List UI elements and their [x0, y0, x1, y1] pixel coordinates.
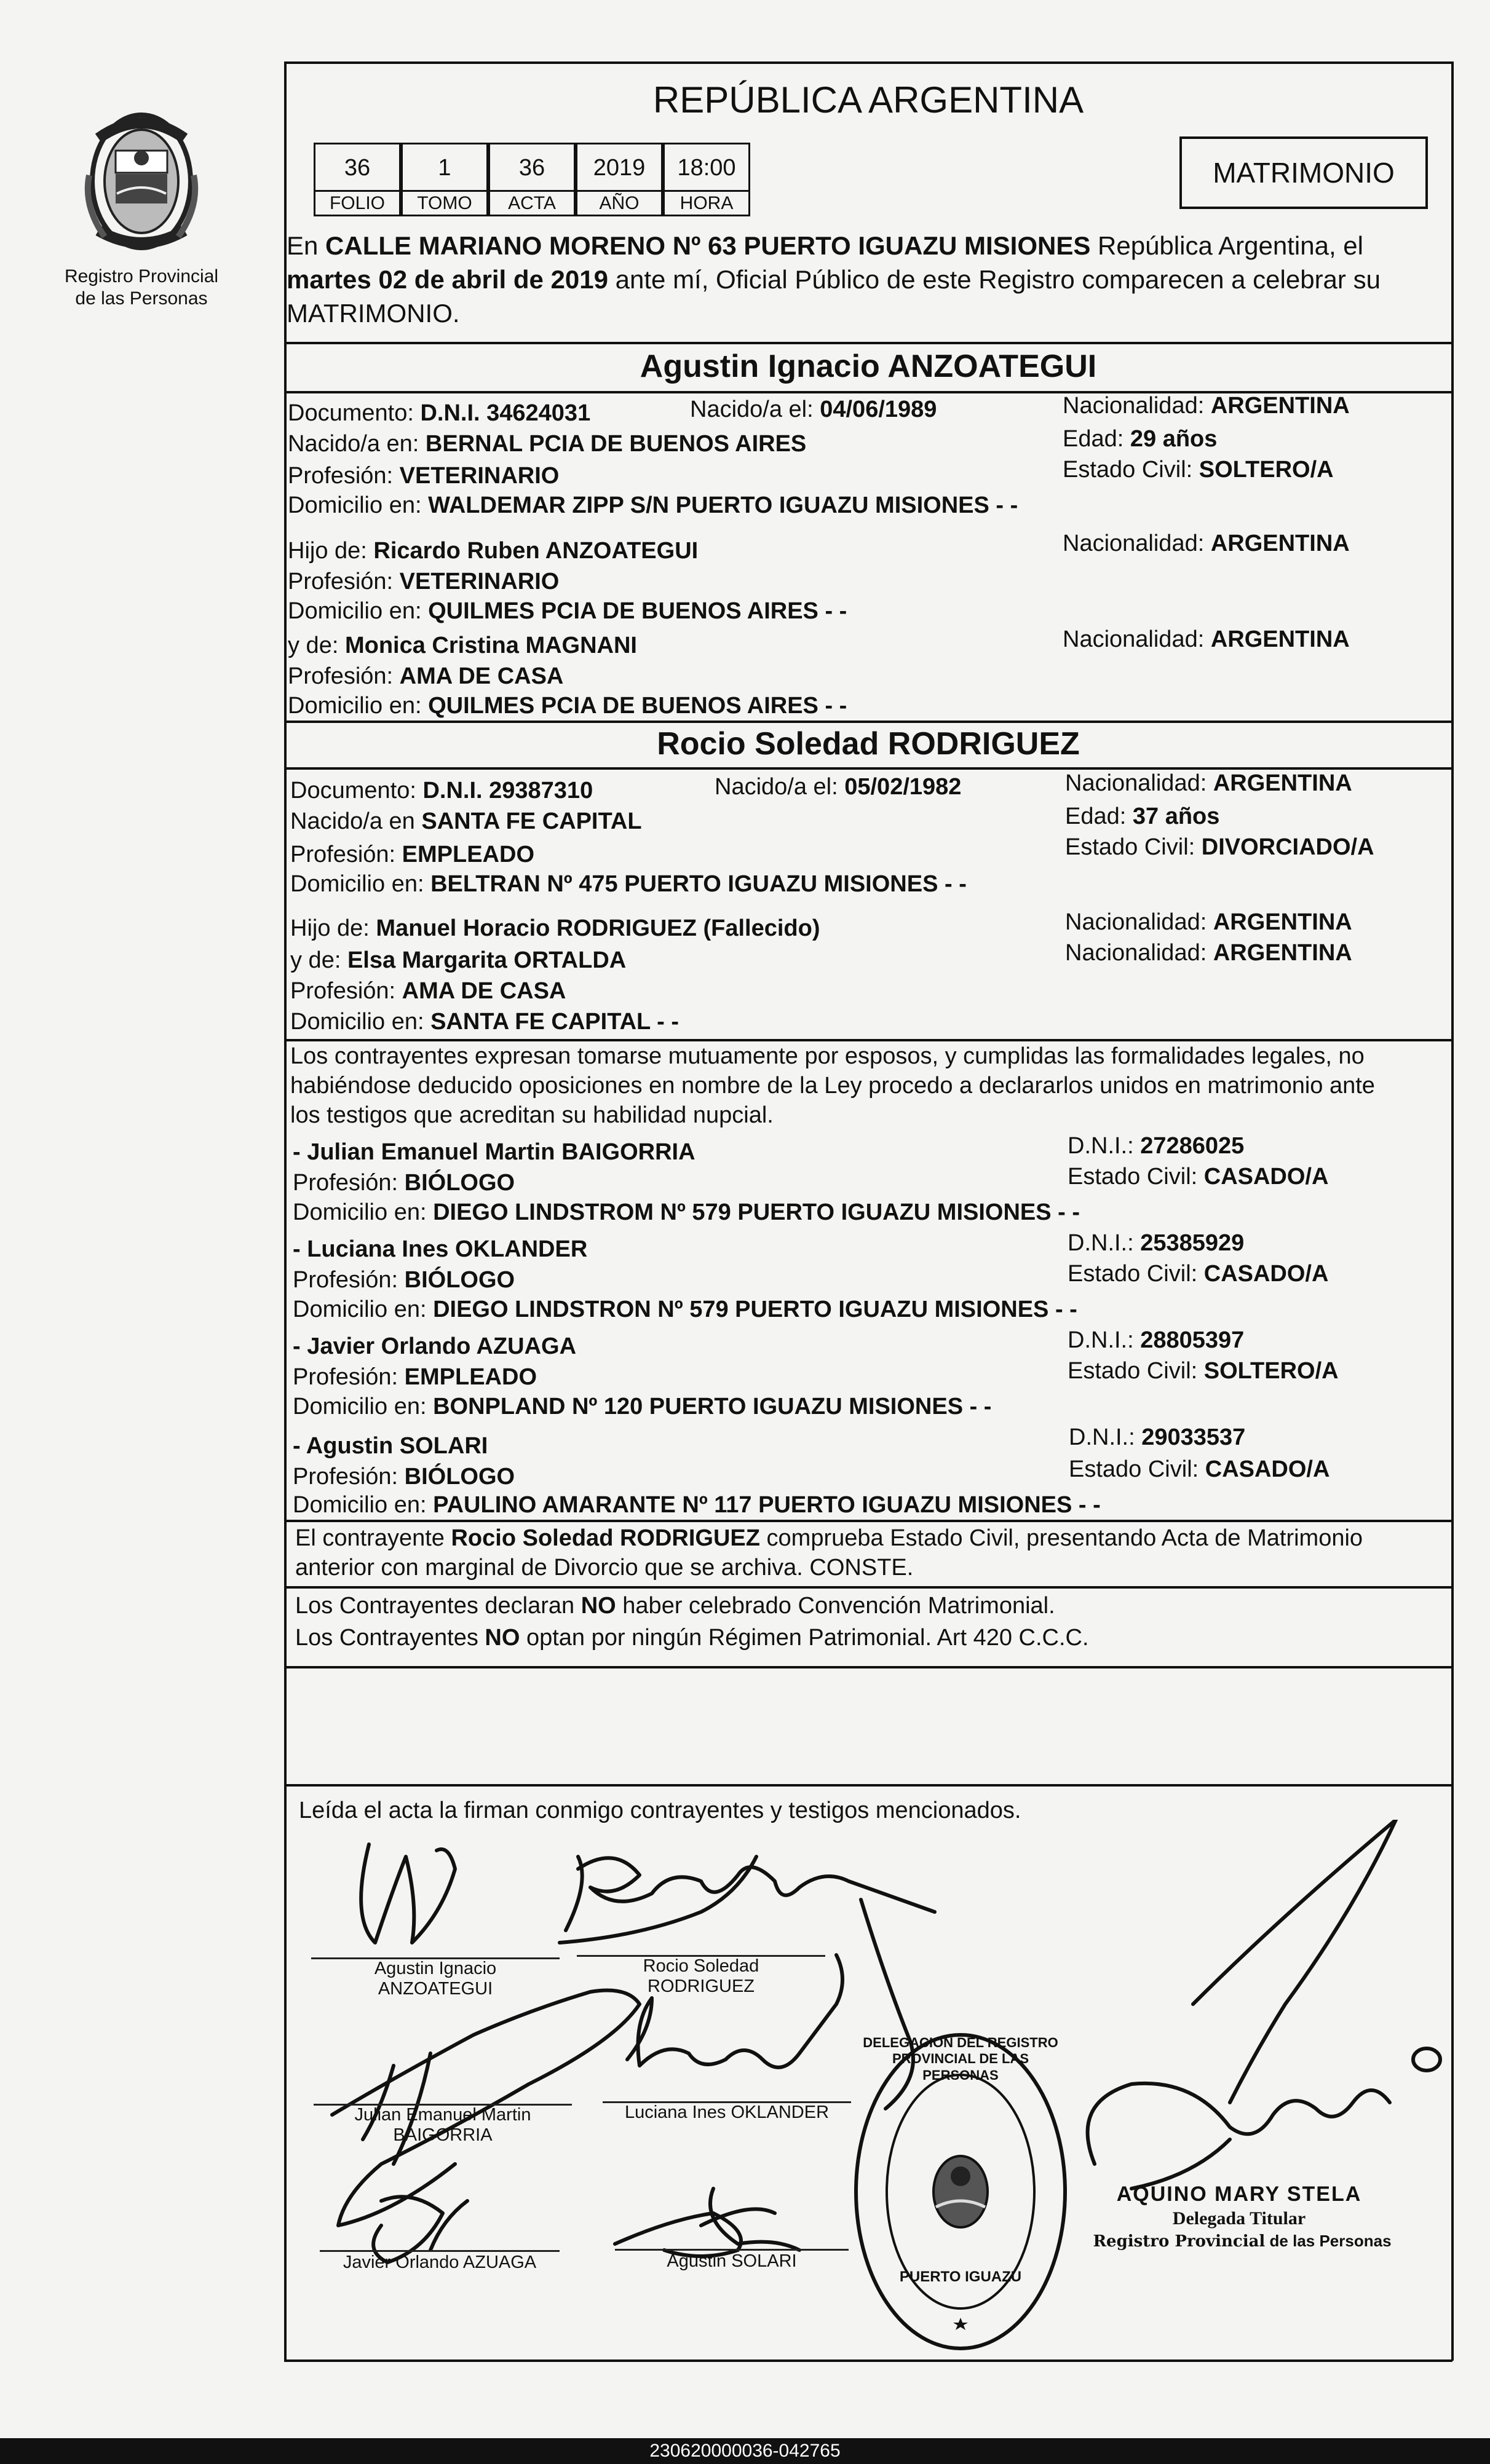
acta-value: 36 — [488, 143, 576, 192]
bride-doc: Documento: D.N.I. 29387310 — [290, 778, 593, 804]
signature-name-witness-3: Javier Orlando AZUAGA — [343, 2253, 537, 2272]
divorce-note: El contrayente Rocio Soledad RODRIGUEZ comprueba Estado Civil, presentando Acta de Matrimonio anterior con marginal de Divorcio que se archiva. CONSTE. — [295, 1523, 1363, 1582]
divider — [284, 1586, 1452, 1589]
province-seal — [80, 101, 203, 261]
divider — [284, 1666, 1452, 1668]
groom-father-nat: Nacionalidad: ARGENTINA — [1063, 531, 1350, 556]
bride-name: Rocio Soledad RODRIGUEZ — [657, 726, 1080, 762]
registry-line-1: Registro Provincial — [64, 266, 219, 286]
groom-mother-nat: Nacionalidad: ARGENTINA — [1063, 626, 1350, 652]
groom-dom: Domicilio en: WALDEMAR ZIPP S/N PUERTO IGUAZU MISIONES - - — [288, 492, 1018, 518]
bride-mother-prof: Profesión: AMA DE CASA — [290, 978, 566, 1004]
witness-1-name: - Julian Emanuel Martin BAIGORRIA — [293, 1139, 695, 1165]
signature-name-bride: Rocio Soledad RODRIGUEZ — [643, 1956, 759, 1997]
witness-4-dni: D.N.I.: 29033537 — [1069, 1424, 1246, 1450]
intro-text-4: MATRIMONIO. — [287, 299, 460, 328]
bride-father-nat: Nacionalidad: ARGENTINA — [1065, 909, 1352, 935]
intro-text-1: En — [287, 231, 326, 260]
bride-dom: Domicilio en: BELTRAN Nº 475 PUERTO IGUAZU MISIONES - - — [290, 871, 967, 897]
witness-4-name: - Agustin SOLARI — [293, 1433, 488, 1459]
witness-3-prof: Profesión: EMPLEADO — [293, 1364, 537, 1390]
witness-2-dom: Domicilio en: DIEGO LINDSTRON Nº 579 PUERTO IGUAZU MISIONES - - — [293, 1297, 1077, 1322]
groom-mother: y de: Monica Cristina MAGNANI — [288, 633, 637, 658]
declaration — [290, 1041, 1375, 1130]
witness-2-name: - Luciana Ines OKLANDER — [293, 1236, 588, 1262]
groom-age: Edad: 29 años — [1063, 426, 1218, 452]
bride-age: Edad: 37 años — [1065, 804, 1220, 829]
officer-name: AQUINO MARY STELA — [1116, 2182, 1362, 2206]
act-type: MATRIMONIO — [1213, 157, 1395, 189]
divider — [284, 721, 1452, 723]
stamp-city: PUERTO IGUAZU — [899, 2269, 1022, 2285]
witness-2-dni: D.N.I.: 25385929 — [1068, 1230, 1245, 1256]
witness-4-civil: Estado Civil: CASADO/A — [1069, 1456, 1330, 1482]
bride-mother: y de: Elsa Margarita ORTALDA — [290, 947, 627, 973]
declaration-line-3: los testigos que acreditan su habilidad nupcial. — [290, 1102, 774, 1128]
registry-name — [43, 266, 240, 310]
frame-bottom — [284, 2359, 1452, 2362]
bride-father: Hijo de: Manuel Horacio RODRIGUEZ (Fallecido) — [290, 915, 820, 941]
bride-mother-nat: Nacionalidad: ARGENTINA — [1065, 940, 1352, 966]
witness-2-civil: Estado Civil: CASADO/A — [1068, 1261, 1329, 1287]
witness-1-dom: Domicilio en: DIEGO LINDSTROM Nº 579 PUERTO IGUAZU MISIONES - - — [293, 1199, 1080, 1225]
divider — [284, 342, 1452, 344]
witness-3-name: - Javier Orlando AZUAGA — [293, 1333, 577, 1359]
registry-line-2: de las Personas — [75, 288, 208, 309]
signature-name-groom: Agustin Ignacio ANZOATEGUI — [374, 1959, 497, 1999]
act-type-box — [1179, 136, 1428, 209]
witness-1-civil: Estado Civil: CASADO/A — [1068, 1164, 1329, 1190]
intro-text-3: ante mí, Oficial Público de este Registro comparecen a celebrar su — [608, 265, 1381, 294]
anio-value: 2019 — [576, 143, 663, 192]
divider — [284, 767, 1452, 770]
bride-birthplace: Nacido/a en SANTA FE CAPITAL — [290, 808, 642, 834]
officer-org: Registro Provincial de las Personas — [1093, 2232, 1392, 2251]
witness-3-civil: Estado Civil: SOLTERO/A — [1068, 1358, 1339, 1384]
divorce-note-name: Rocio Soledad RODRIGUEZ — [451, 1525, 760, 1551]
declaration-line-1: Los contrayentes expresan tomarse mutuamente por esposos, y cumplidas las formalidades legales, no — [290, 1043, 1365, 1069]
groom-doc: Documento: D.N.I. 34624031 — [288, 400, 591, 426]
signature-name-witness-1: Julian Emanuel Martin BAIGORRIA — [354, 2105, 531, 2146]
declaration-line-2: habiéndose deducido oposiciones en nombre de la Ley procedo a declararlos unidos en matrimonio ante — [290, 1073, 1375, 1099]
footer-bar — [0, 2438, 1490, 2464]
ceremony-date: martes 02 de abril de 2019 — [287, 265, 608, 294]
groom-mother-prof: Profesión: AMA DE CASA — [288, 663, 564, 689]
bride-mother-dom: Domicilio en: SANTA FE CAPITAL - - — [290, 1009, 679, 1035]
seal-text — [49, 141, 57, 142]
intro-text-2: República Argentina, el — [1090, 231, 1363, 260]
groom-father: Hijo de: Ricardo Ruben ANZOATEGUI — [288, 538, 699, 564]
groom-born: Nacido/a el: 04/06/1989 — [690, 397, 937, 422]
groom-nat: Nacionalidad: ARGENTINA — [1063, 393, 1350, 419]
witness-4-prof: Profesión: BIÓLOGO — [293, 1464, 515, 1490]
witness-3-dni: D.N.I.: 28805397 — [1068, 1327, 1245, 1353]
bride-prof: Profesión: EMPLEADO — [290, 842, 535, 867]
signature-line-witness-4 — [615, 2249, 849, 2251]
officer-role: Delegada Titular — [1172, 2208, 1306, 2229]
witness-2-prof: Profesión: BIÓLOGO — [293, 1267, 515, 1293]
stamp-text-ring: DELEGACION DEL REGISTRO PROVINCIAL DE LAS PERSONAS — [863, 2035, 1058, 2083]
tomo-label: TOMO — [401, 192, 488, 216]
document-code: 230620000036-042765 — [649, 2441, 841, 2461]
stamp-text — [862, 2035, 1059, 2083]
signature-name-witness-2: Luciana Ines OKLANDER — [624, 2103, 830, 2122]
bride-nat: Nacionalidad: ARGENTINA — [1065, 770, 1352, 796]
regime-notes: Los Contrayentes declaran NO haber celebrado Convención Matrimonial. Los Contrayentes NO optan por ningún Régimen Patrimonial. Art 420 C.C.C. — [295, 1593, 1089, 1651]
ceremony-place: CALLE MARIANO MORENO Nº 63 PUERTO IGUAZU MISIONES — [325, 231, 1091, 260]
anio-label: AÑO — [576, 192, 663, 216]
groom-father-dom: Domicilio en: QUILMES PCIA DE BUENOS AIRES - - — [288, 598, 847, 624]
groom-prof: Profesión: VETERINARIO — [288, 463, 560, 489]
intro — [287, 229, 1449, 330]
folio-label: FOLIO — [314, 192, 401, 216]
signature-intro: Leída el acta la firman conmigo contrayentes y testigos mencionados. — [299, 1798, 1021, 1823]
witness-1-prof: Profesión: BIÓLOGO — [293, 1170, 515, 1196]
divider — [284, 1784, 1452, 1787]
witness-4-dom: Domicilio en: PAULINO AMARANTE Nº 117 PUERTO IGUAZU MISIONES - - — [293, 1492, 1101, 1518]
country-title: REPÚBLICA ARGENTINA — [652, 79, 1084, 120]
seal-caption — [49, 141, 234, 142]
groom-name: Agustin Ignacio ANZOATEGUI — [640, 349, 1097, 384]
groom-father-prof: Profesión: VETERINARIO — [288, 569, 560, 594]
acta-label: ACTA — [488, 192, 576, 216]
signature-line-witness-3 — [320, 2250, 560, 2252]
signature-name-witness-4: Agustin SOLARI — [667, 2251, 797, 2271]
groom-mother-dom: Domicilio en: QUILMES PCIA DE BUENOS AIRES - - — [288, 693, 847, 719]
divorce-note-line-2: anterior con marginal de Divorcio que se archiva. CONSTE. — [295, 1555, 914, 1581]
divider — [284, 1520, 1452, 1522]
bride-civil: Estado Civil: DIVORCIADO/A — [1065, 834, 1374, 860]
frame-top — [284, 61, 1452, 64]
bride-born: Nacido/a el: 05/02/1982 — [715, 774, 962, 800]
hora-label: HORA — [663, 192, 750, 216]
witness-3-dom: Domicilio en: BONPLAND Nº 120 PUERTO IGUAZU MISIONES - - — [293, 1394, 992, 1420]
witness-1-dni: D.N.I.: 27286025 — [1068, 1133, 1245, 1159]
tomo-value: 1 — [401, 143, 488, 192]
hora-value: 18:00 — [663, 143, 750, 192]
groom-birthplace: Nacido/a en: BERNAL PCIA DE BUENOS AIRES — [288, 431, 807, 457]
groom-civil: Estado Civil: SOLTERO/A — [1063, 457, 1334, 483]
folio-value: 36 — [314, 143, 401, 192]
